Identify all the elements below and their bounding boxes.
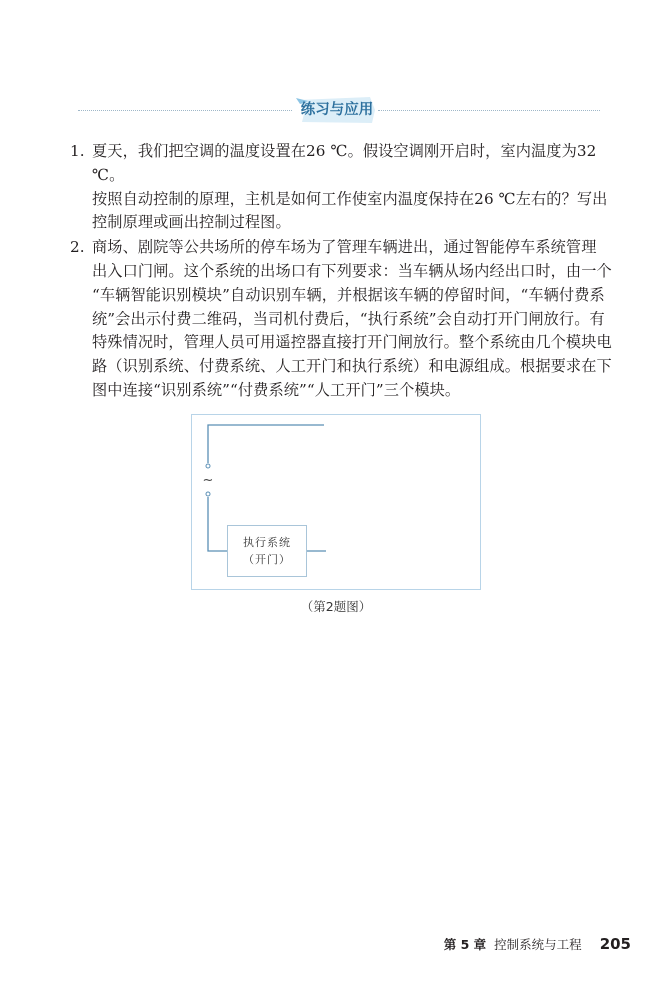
section-header xyxy=(78,96,600,124)
question-2 xyxy=(70,236,630,403)
figure-caption: （第2题图） xyxy=(300,599,372,614)
top-wire xyxy=(208,425,324,463)
header-divider-right xyxy=(378,110,600,111)
header-divider-left xyxy=(78,110,292,111)
question-line: 按照自动控制的原理，主机是如何工作使室内温度保持在26 ℃左右的？写出 xyxy=(92,189,608,208)
question-line: 夏天，我们把空调的温度设置在26 ℃。假设空调刚开启时，室内温度为32 ℃。 xyxy=(92,142,597,184)
chapter-label: 第 5 章 xyxy=(443,937,487,952)
section-title: 练习与应用 xyxy=(300,102,374,118)
terminal-bottom-icon xyxy=(206,492,210,496)
question-number: 1. xyxy=(70,142,85,160)
page-number: 205 xyxy=(599,935,631,953)
question-line: 统”会出示付费二维码，当司机付费后，“执行系统”会自动打开门闸放行。有 xyxy=(92,309,605,328)
question-list xyxy=(70,140,630,404)
bottom-wire xyxy=(208,497,227,551)
question-number: 2. xyxy=(70,238,85,257)
section-badge xyxy=(296,96,378,124)
question-1 xyxy=(70,140,630,235)
question-line: “车辆智能识别模块”自动识别车辆，并根据该车辆的停留时间，“车辆付费系 xyxy=(92,285,605,304)
execution-system-label: 执行系统 xyxy=(243,536,291,549)
circuit-figure xyxy=(191,414,481,590)
page-footer xyxy=(444,934,631,954)
chapter-title: 控制系统与工程 xyxy=(494,937,582,952)
question-line: 出入口门闸。这个系统的出场口有下列要求：当车辆从场内经出口时，由一个 xyxy=(92,261,612,280)
execution-system-sublabel: （开门） xyxy=(243,553,291,566)
terminal-top-icon xyxy=(206,464,210,468)
question-line: 图中连接“识别系统”“付费系统”“人工开门”三个模块。 xyxy=(92,380,461,399)
ac-source-icon: ~ xyxy=(202,473,214,488)
question-line: 商场、剧院等公共场所的停车场为了管理车辆进出，通过智能停车系统管理 xyxy=(92,238,597,257)
execution-system-box xyxy=(227,525,307,577)
question-line: 特殊情况时，管理人员可用遥控器直接打开门闸放行。整个系统由几个模块电 xyxy=(92,333,612,352)
question-line: 路（识别系统、付费系统、人工开门和执行系统）和电源组成。根据要求在下 xyxy=(92,357,612,376)
question-line: 控制原理或画出控制过程图。 xyxy=(92,213,291,232)
